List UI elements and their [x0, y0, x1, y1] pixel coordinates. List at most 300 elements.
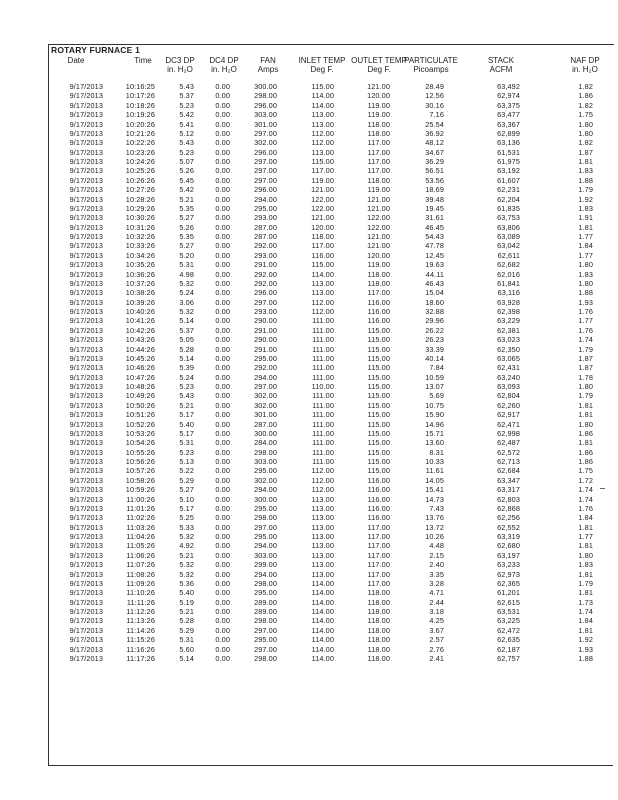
cell-stack: 63,928: [497, 297, 520, 307]
table-row: [49, 270, 614, 279]
cell-outlet-temp: 115.00: [367, 447, 390, 457]
cell-dc4-dp: 0.00: [215, 203, 230, 213]
table-row: [49, 251, 614, 260]
cell-particulate: 10.59: [425, 372, 444, 382]
cell-fan: 289.00: [254, 607, 277, 616]
cell-outlet-temp: 118.00: [367, 269, 390, 279]
cell-inlet-temp: 112.00: [311, 475, 334, 485]
cell-date: 9/17/2013: [69, 466, 103, 476]
cell-outlet-temp: 115.00: [367, 344, 390, 354]
cell-fan: 294.00: [254, 372, 277, 382]
cell-particulate: 48.12: [425, 138, 444, 148]
cell-inlet-temp: 113.00: [311, 278, 334, 288]
cell-particulate: 14.05: [425, 475, 444, 485]
cell-stack: 63,229: [497, 316, 520, 326]
header-unit: in. H₂O: [211, 65, 237, 74]
cell-time: 11:02:26: [126, 513, 155, 523]
cell-outlet-temp: 116.00: [367, 494, 390, 504]
cell-fan: 302.00: [254, 475, 277, 485]
cell-dc3-dp: 5.40: [179, 419, 194, 429]
cell-inlet-temp: 114.00: [311, 653, 334, 663]
cell-dc3-dp: 5.41: [179, 119, 194, 129]
cell-time: 10:23:26: [125, 147, 155, 157]
cell-fan: 294.00: [254, 541, 277, 551]
cell-naf-dp: 1.76: [578, 503, 593, 513]
cell-fan: 303.00: [254, 457, 277, 466]
cell-naf-dp: 1.81: [578, 410, 593, 420]
header-label: NAF DP: [570, 56, 600, 65]
cell-dc4-dp: 0.00: [215, 625, 230, 635]
cell-fan: 299.00: [254, 560, 277, 570]
cell-naf-dp: 1.81: [578, 438, 593, 448]
cell-date: 9/17/2013: [69, 119, 103, 129]
cell-outlet-temp: 122.00: [367, 222, 390, 232]
cell-stack: 63,225: [497, 616, 520, 626]
cell-stack: 62,256: [497, 513, 520, 523]
cell-stack: 62,713: [497, 457, 520, 466]
cell-dc4-dp: 0.00: [215, 307, 230, 316]
cell-dc4-dp: 0.00: [215, 475, 230, 485]
cell-particulate: 32.88: [425, 307, 444, 316]
cell-dc3-dp: 5.35: [179, 232, 194, 241]
cell-fan: 298.00: [254, 91, 277, 101]
cell-dc3-dp: 5.32: [179, 532, 194, 541]
table-row: [49, 91, 614, 100]
cell-time: 10:38:26: [125, 288, 155, 298]
cell-inlet-temp: 111.00: [312, 316, 334, 326]
table-row: [49, 401, 614, 410]
table-row: [49, 363, 614, 372]
data-table: [48, 44, 614, 766]
cell-dc3-dp: 5.37: [179, 91, 194, 101]
cell-stack: 62,187: [497, 644, 520, 654]
table-row: [49, 438, 614, 447]
cell-fan: 302.00: [254, 391, 277, 401]
cell-dc3-dp: 5.27: [179, 485, 194, 495]
cell-particulate: 2.44: [429, 597, 444, 607]
cell-naf-dp: 1.80: [578, 382, 593, 391]
cell-fan: 298.00: [254, 578, 277, 588]
cell-naf-dp: 1.86: [578, 428, 593, 438]
cell-fan: 303.00: [254, 110, 277, 120]
table-row: [49, 166, 614, 175]
cell-stack: 62,231: [497, 185, 520, 195]
cell-inlet-temp: 117.00: [311, 241, 334, 251]
cell-stack: 63,042: [497, 241, 520, 251]
cell-dc4-dp: 0.00: [215, 119, 230, 129]
cell-fan: 292.00: [254, 363, 277, 373]
cell-fan: 291.00: [254, 260, 277, 270]
cell-date: 9/17/2013: [69, 138, 103, 148]
cell-time: 11:13:26: [126, 616, 155, 626]
cell-dc3-dp: 5.24: [179, 288, 194, 298]
cell-inlet-temp: 111.00: [312, 353, 334, 363]
cell-particulate: 56.51: [425, 166, 444, 176]
cell-inlet-temp: 112.00: [311, 485, 334, 495]
cell-particulate: 12.45: [425, 250, 444, 260]
cell-dc3-dp: 5.40: [179, 588, 194, 598]
cell-naf-dp: 1.81: [578, 400, 593, 410]
cell-fan: 292.00: [254, 269, 277, 279]
cell-outlet-temp: 117.00: [367, 138, 390, 148]
cell-naf-dp: 1.87: [578, 353, 593, 363]
cell-date: 9/17/2013: [69, 100, 103, 110]
cell-outlet-temp: 118.00: [367, 588, 390, 598]
cell-date: 9/17/2013: [69, 82, 103, 91]
cell-dc4-dp: 0.00: [215, 241, 230, 251]
cell-naf-dp: 1.77: [578, 232, 593, 241]
cell-outlet-temp: 118.00: [367, 653, 390, 663]
cell-dc4-dp: 0.00: [215, 166, 230, 176]
cell-time: 11:14:26: [126, 625, 155, 635]
table-row: [49, 570, 614, 579]
cell-fan: 295.00: [254, 503, 277, 513]
cell-outlet-temp: 115.00: [367, 428, 390, 438]
cell-inlet-temp: 119.00: [311, 175, 334, 185]
cell-particulate: 28.49: [425, 82, 444, 91]
table-row: [49, 185, 614, 194]
cell-outlet-temp: 117.00: [367, 550, 390, 560]
cell-time: 11:07:26: [126, 560, 155, 570]
cell-naf-dp: 1.82: [578, 138, 593, 148]
cell-naf-dp: 1.78: [578, 372, 593, 382]
table-title: ROTARY FURNACE 1: [51, 45, 140, 55]
cell-time: 10:55:26: [125, 447, 155, 457]
cell-date: 9/17/2013: [69, 541, 103, 551]
header-stack: [471, 56, 531, 74]
cell-outlet-temp: 117.00: [367, 288, 390, 298]
table-row: [49, 645, 614, 654]
cell-stack: 63,319: [497, 532, 520, 541]
cell-dc3-dp: 5.19: [179, 597, 194, 607]
cell-fan: 290.00: [254, 316, 277, 326]
table-row: [49, 82, 614, 91]
cell-stack: 62,899: [497, 128, 520, 138]
cell-outlet-temp: 117.00: [367, 560, 390, 570]
cell-fan: 297.00: [254, 175, 277, 185]
cell-particulate: 2.40: [429, 560, 444, 570]
cell-particulate: 54.43: [425, 232, 444, 241]
cell-stack: 61,835: [497, 203, 520, 213]
cell-time: 10:31:26: [125, 222, 155, 232]
scan-mark: [600, 488, 605, 489]
table-row: [49, 204, 614, 213]
cell-stack: 62,472: [497, 625, 520, 635]
cell-time: 11:01:26: [126, 503, 155, 513]
cell-inlet-temp: 115.00: [311, 82, 334, 91]
cell-fan: 287.00: [254, 232, 277, 241]
cell-dc3-dp: 5.29: [179, 475, 194, 485]
cell-particulate: 12.56: [425, 91, 444, 101]
cell-inlet-temp: 111.00: [312, 428, 334, 438]
cell-dc4-dp: 0.00: [215, 569, 230, 579]
cell-inlet-temp: 120.00: [311, 222, 334, 232]
cell-inlet-temp: 114.00: [311, 597, 334, 607]
table-row: [49, 298, 614, 307]
cell-dc3-dp: 5.27: [179, 213, 194, 223]
cell-time: 10:26:26: [125, 175, 155, 185]
cell-fan: 296.00: [254, 288, 277, 298]
cell-date: 9/17/2013: [69, 475, 103, 485]
cell-date: 9/17/2013: [69, 522, 103, 532]
table-row: [49, 129, 614, 138]
cell-dc4-dp: 0.00: [215, 578, 230, 588]
cell-particulate: 7.84: [429, 363, 444, 373]
cell-particulate: 40.14: [425, 353, 444, 363]
cell-outlet-temp: 115.00: [367, 353, 390, 363]
table-row: [49, 635, 614, 644]
cell-dc4-dp: 0.00: [215, 372, 230, 382]
cell-outlet-temp: 118.00: [367, 128, 390, 138]
cell-dc3-dp: 5.39: [179, 363, 194, 373]
cell-inlet-temp: 114.00: [311, 100, 334, 110]
cell-dc3-dp: 4.92: [179, 541, 194, 551]
cell-naf-dp: 1.83: [578, 269, 593, 279]
cell-outlet-temp: 118.00: [367, 644, 390, 654]
cell-date: 9/17/2013: [69, 635, 103, 645]
cell-inlet-temp: 112.00: [311, 466, 334, 476]
cell-fan: 297.00: [254, 382, 277, 391]
cell-naf-dp: 1.73: [578, 597, 593, 607]
cell-naf-dp: 1.79: [578, 391, 593, 401]
cell-particulate: 2.15: [429, 550, 444, 560]
cell-stack: 63,093: [497, 382, 520, 391]
cell-time: 10:28:26: [125, 194, 155, 204]
cell-dc4-dp: 0.00: [215, 588, 230, 598]
cell-fan: 296.00: [254, 100, 277, 110]
cell-dc3-dp: 5.21: [179, 550, 194, 560]
cell-naf-dp: 1.84: [578, 616, 593, 626]
cell-outlet-temp: 116.00: [367, 475, 390, 485]
cell-dc4-dp: 0.00: [215, 541, 230, 551]
cell-time: 10:19:26: [125, 110, 155, 120]
cell-dc3-dp: 5.23: [179, 100, 194, 110]
cell-naf-dp: 1.75: [578, 110, 593, 120]
cell-stack: 62,260: [497, 400, 520, 410]
cell-outlet-temp: 116.00: [367, 297, 390, 307]
table-row: [49, 110, 614, 119]
cell-dc4-dp: 0.00: [215, 410, 230, 420]
cell-time: 10:25:26: [125, 166, 155, 176]
cell-inlet-temp: 113.00: [311, 560, 334, 570]
cell-stack: 63,531: [497, 607, 520, 616]
cell-dc4-dp: 0.00: [215, 363, 230, 373]
table-row: [49, 485, 614, 494]
cell-time: 11:00:26: [126, 494, 155, 504]
cell-dc3-dp: 5.43: [179, 138, 194, 148]
table-row: [49, 598, 614, 607]
cell-outlet-temp: 121.00: [367, 82, 390, 91]
cell-date: 9/17/2013: [69, 297, 103, 307]
cell-fan: 287.00: [254, 419, 277, 429]
cell-date: 9/17/2013: [69, 513, 103, 523]
cell-dc3-dp: 5.42: [179, 185, 194, 195]
cell-dc3-dp: 5.21: [179, 607, 194, 616]
table-row: [49, 101, 614, 110]
cell-date: 9/17/2013: [69, 278, 103, 288]
cell-outlet-temp: 119.00: [367, 100, 390, 110]
cell-outlet-temp: 116.00: [367, 307, 390, 316]
cell-dc3-dp: 5.32: [179, 278, 194, 288]
cell-time: 10:24:26: [125, 157, 155, 166]
cell-naf-dp: 1.79: [578, 578, 593, 588]
cell-time: 11:17:26: [126, 653, 155, 663]
cell-stack: 61,531: [497, 147, 520, 157]
cell-dc3-dp: 5.24: [179, 372, 194, 382]
cell-fan: 297.00: [254, 128, 277, 138]
cell-stack: 62,682: [497, 260, 520, 270]
cell-date: 9/17/2013: [69, 147, 103, 157]
cell-inlet-temp: 113.00: [311, 541, 334, 551]
cell-particulate: 13.07: [425, 382, 444, 391]
table-row: [49, 457, 614, 466]
cell-time: 10:33:26: [125, 241, 155, 251]
cell-naf-dp: 1.82: [578, 82, 593, 91]
table-row: [49, 120, 614, 129]
table-row: [49, 279, 614, 288]
cell-dc4-dp: 0.00: [215, 438, 230, 448]
cell-date: 9/17/2013: [69, 607, 103, 616]
cell-time: 10:22:26: [125, 138, 155, 148]
cell-fan: 291.00: [254, 325, 277, 335]
cell-time: 11:05:26: [126, 541, 155, 551]
cell-date: 9/17/2013: [69, 269, 103, 279]
cell-dc4-dp: 0.00: [215, 522, 230, 532]
cell-time: 10:39:26: [125, 297, 155, 307]
cell-time: 10:59:26: [125, 485, 155, 495]
table-row: [49, 476, 614, 485]
table-row: [49, 316, 614, 325]
cell-stack: 62,868: [497, 503, 520, 513]
header-particulate: [401, 56, 461, 74]
cell-fan: 297.00: [254, 644, 277, 654]
table-row: [49, 560, 614, 569]
cell-stack: 63,192: [497, 166, 520, 176]
cell-particulate: 3.18: [429, 607, 444, 616]
cell-inlet-temp: 113.00: [311, 522, 334, 532]
cell-dc4-dp: 0.00: [215, 532, 230, 541]
table-row: [49, 420, 614, 429]
cell-fan: 294.00: [254, 485, 277, 495]
cell-stack: 62,016: [497, 269, 520, 279]
cell-outlet-temp: 118.00: [367, 119, 390, 129]
cell-date: 9/17/2013: [69, 288, 103, 298]
cell-outlet-temp: 119.00: [367, 185, 390, 195]
cell-dc4-dp: 0.00: [215, 616, 230, 626]
cell-inlet-temp: 113.00: [311, 288, 334, 298]
cell-outlet-temp: 115.00: [367, 457, 390, 466]
cell-date: 9/17/2013: [69, 428, 103, 438]
table-row: [49, 654, 614, 663]
cell-date: 9/17/2013: [69, 550, 103, 560]
cell-date: 9/17/2013: [69, 560, 103, 570]
cell-naf-dp: 1.81: [578, 157, 593, 166]
cell-fan: 296.00: [254, 185, 277, 195]
cell-naf-dp: 1.80: [578, 128, 593, 138]
cell-time: 10:54:26: [125, 438, 155, 448]
cell-date: 9/17/2013: [69, 410, 103, 420]
header-label: STACK: [487, 56, 515, 65]
cell-outlet-temp: 115.00: [367, 382, 390, 391]
cell-naf-dp: 1.72: [578, 475, 593, 485]
cell-date: 9/17/2013: [69, 307, 103, 316]
cell-naf-dp: 1.81: [578, 222, 593, 232]
header-label: Date: [67, 56, 85, 65]
cell-outlet-temp: 115.00: [367, 335, 390, 345]
cell-stack: 62,365: [497, 578, 520, 588]
cell-dc3-dp: 5.17: [179, 410, 194, 420]
cell-inlet-temp: 113.00: [311, 513, 334, 523]
cell-particulate: 26.23: [425, 335, 444, 345]
cell-particulate: 19.63: [425, 260, 444, 270]
cell-stack: 62,917: [497, 410, 520, 420]
cell-stack: 62,684: [497, 466, 520, 476]
cell-particulate: 13.60: [425, 438, 444, 448]
cell-fan: 297.00: [254, 297, 277, 307]
cell-particulate: 3.28: [429, 578, 444, 588]
cell-time: 10:41:26: [125, 316, 155, 326]
cell-naf-dp: 1.92: [578, 194, 593, 204]
cell-fan: 298.00: [254, 447, 277, 457]
cell-outlet-temp: 117.00: [367, 157, 390, 166]
table-row: [49, 532, 614, 541]
cell-outlet-temp: 117.00: [367, 532, 390, 541]
cell-naf-dp: 1.81: [578, 541, 593, 551]
cell-dc3-dp: 5.31: [179, 260, 194, 270]
cell-dc3-dp: 5.26: [179, 222, 194, 232]
cell-date: 9/17/2013: [69, 353, 103, 363]
cell-naf-dp: 1.77: [578, 532, 593, 541]
cell-stack: 62,398: [497, 307, 520, 316]
cell-inlet-temp: 111.00: [312, 391, 334, 401]
cell-dc3-dp: 5.13: [179, 457, 194, 466]
cell-dc4-dp: 0.00: [215, 607, 230, 616]
cell-outlet-temp: 115.00: [367, 466, 390, 476]
cell-inlet-temp: 121.00: [311, 213, 334, 223]
cell-date: 9/17/2013: [69, 325, 103, 335]
cell-dc4-dp: 0.00: [215, 232, 230, 241]
cell-date: 9/17/2013: [69, 494, 103, 504]
cell-naf-dp: 1.74: [578, 494, 593, 504]
cell-dc4-dp: 0.00: [215, 400, 230, 410]
cell-naf-dp: 1.83: [578, 203, 593, 213]
cell-fan: 294.00: [254, 194, 277, 204]
cell-outlet-temp: 115.00: [367, 419, 390, 429]
cell-naf-dp: 1.80: [578, 278, 593, 288]
cell-naf-dp: 1.87: [578, 363, 593, 373]
cell-date: 9/17/2013: [69, 232, 103, 241]
cell-time: 10:44:26: [125, 344, 155, 354]
cell-outlet-temp: 118.00: [367, 625, 390, 635]
cell-dc4-dp: 0.00: [215, 194, 230, 204]
cell-fan: 302.00: [254, 400, 277, 410]
cell-inlet-temp: 114.00: [311, 269, 334, 279]
cell-dc3-dp: 5.37: [179, 325, 194, 335]
cell-time: 10:16:25: [125, 82, 155, 91]
table-row: [49, 588, 614, 597]
cell-date: 9/17/2013: [69, 157, 103, 166]
cell-fan: 293.00: [254, 307, 277, 316]
cell-dc3-dp: 5.25: [179, 513, 194, 523]
cell-dc4-dp: 0.00: [215, 260, 230, 270]
cell-stack: 61,607: [497, 175, 520, 185]
cell-outlet-temp: 115.00: [367, 325, 390, 335]
header-label: Time: [134, 56, 152, 65]
cell-inlet-temp: 121.00: [311, 185, 334, 195]
cell-time: 10:36:26: [125, 269, 155, 279]
cell-naf-dp: 1.81: [578, 522, 593, 532]
cell-date: 9/17/2013: [69, 400, 103, 410]
